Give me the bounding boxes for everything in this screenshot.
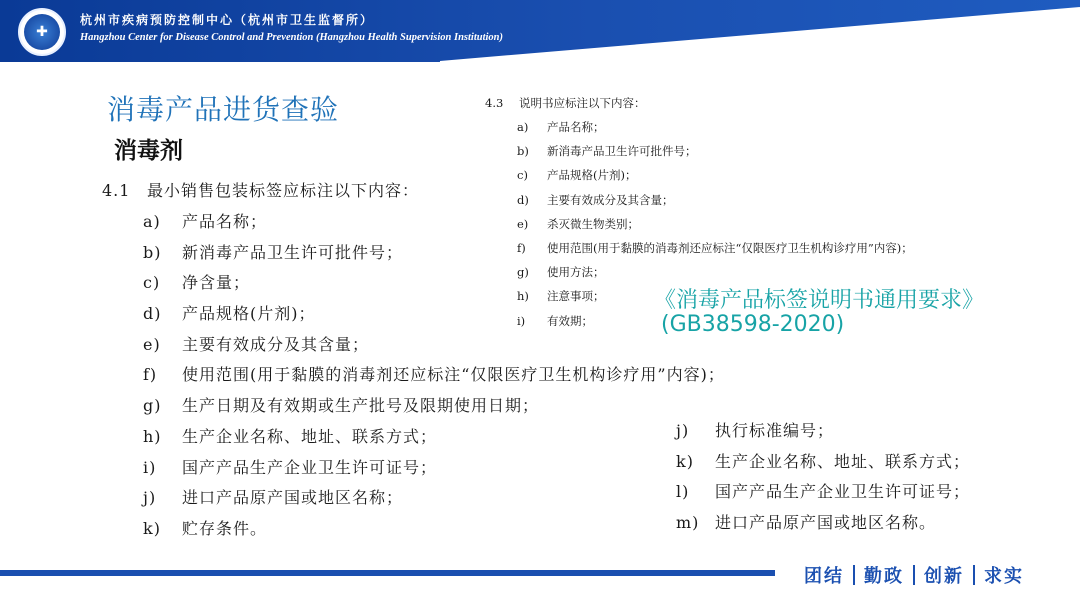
page-subtitle: 消毒剂: [114, 138, 183, 164]
list-item: [143, 391, 725, 422]
item-text: 生产企业名称、地址、联系方式；: [182, 426, 438, 446]
list-item: [517, 115, 913, 139]
item-label: g): [143, 396, 162, 416]
motto-word: 求实: [984, 566, 1024, 587]
item-label: d): [517, 192, 529, 207]
item-label: k): [676, 451, 694, 471]
item-label: c): [143, 273, 161, 293]
item-label: f): [143, 365, 158, 385]
item-label: g): [517, 265, 529, 280]
list-item: [143, 360, 725, 391]
section-4-1-heading: [102, 178, 419, 201]
item-text: 生产企业名称、地址、联系方式；: [715, 451, 971, 471]
item-label: l): [676, 482, 690, 502]
logo-emblem-icon: ✚: [24, 14, 60, 50]
reference-standard-title: 《消毒产品标签说明书通用要求》: [654, 288, 985, 313]
item-text: 产品名称；: [547, 120, 605, 134]
section-4-3-heading: [485, 95, 646, 111]
item-label: j): [143, 488, 157, 508]
list-item: [517, 236, 913, 260]
list-item: [517, 139, 913, 163]
item-text: 进口产品原产国或地区名称；: [182, 488, 404, 508]
item-label: k): [143, 518, 161, 538]
section-heading-text: 说明书应标注以下内容：: [519, 96, 646, 110]
item-text: 主要有效成分及其含量；: [182, 334, 370, 354]
footer-bar: [0, 570, 775, 576]
list-item: [143, 453, 725, 484]
reference-standard-code: (GB38598-2020): [661, 312, 845, 337]
item-label: h): [143, 426, 162, 446]
list-item: [143, 514, 725, 545]
motto-divider: [913, 565, 915, 585]
section-number: 4.3: [485, 96, 504, 110]
item-text: 新消毒产品卫生许可批件号；: [547, 144, 697, 159]
item-text: 国产产品生产企业卫生许可证号；: [182, 457, 438, 477]
motto-word: 勤政: [864, 566, 904, 587]
item-label: h): [517, 289, 529, 304]
list-item: [517, 260, 913, 284]
item-label: a): [143, 212, 161, 231]
item-text: 杀灭微生物类别；: [547, 216, 639, 231]
section-heading-text: 最小销售包装标签应标注以下内容：: [147, 181, 420, 200]
list-item: [143, 422, 725, 453]
item-text: 净含量；: [182, 273, 251, 293]
list-item: [143, 330, 725, 361]
item-label: b): [143, 242, 162, 262]
logo: [18, 8, 66, 56]
item-label: d): [143, 304, 162, 324]
list-item: [676, 416, 970, 447]
item-text: 使用方法；: [547, 265, 605, 280]
item-text: 贮存条件。: [182, 518, 268, 538]
list-item: [517, 212, 913, 236]
item-label: c): [517, 168, 528, 183]
item-label: e): [143, 334, 161, 354]
motto-divider: [853, 565, 855, 585]
section-4-3-continued-list: [676, 416, 970, 539]
item-text: 使用范围(用于黏膜的消毒剂还应标注“仅限医疗卫生机构诊疗用”内容)；: [182, 365, 725, 385]
item-text: 产品规格(片剂)；: [547, 168, 637, 183]
item-label: i): [143, 457, 157, 477]
item-text: 使用范围(用于黏膜的消毒剂还应标注“仅限医疗卫生机构诊疗用”内容)；: [547, 240, 913, 255]
item-text: 产品规格(片剂)；: [182, 304, 316, 324]
list-item: [676, 447, 970, 478]
list-item: [676, 508, 970, 539]
item-label: m): [676, 513, 700, 533]
item-label: j): [676, 421, 690, 440]
item-text: 生产日期及有效期或生产批号及限期使用日期；: [182, 396, 540, 416]
item-label: a): [517, 120, 529, 134]
item-text: 有效期；: [547, 313, 593, 328]
item-text: 新消毒产品卫生许可批件号；: [182, 242, 404, 262]
footer-motto: [804, 562, 1024, 588]
item-text: 进口产品原产国或地区名称。: [715, 513, 937, 533]
item-text: 产品名称；: [182, 212, 268, 231]
item-text: 注意事项；: [547, 289, 605, 304]
motto-word: 创新: [924, 566, 964, 587]
list-item: [676, 477, 970, 508]
item-text: 执行标准编号；: [715, 421, 835, 440]
list-item: [517, 163, 913, 187]
organization-name-en: Hangzhou Center for Disease Control and Prevention (Hangzhou Health Supervision Institution): [80, 32, 504, 43]
motto-divider: [973, 565, 975, 585]
motto-word: 团结: [804, 566, 844, 587]
item-label: e): [517, 216, 529, 231]
item-text: 国产产品生产企业卫生许可证号；: [715, 482, 971, 502]
list-item: [517, 188, 913, 212]
organization-name-cn: 杭州市疾病预防控制中心（杭州市卫生监督所）: [80, 13, 375, 27]
item-text: 主要有效成分及其含量；: [547, 192, 674, 207]
item-label: f): [517, 240, 526, 255]
item-label: i): [517, 313, 526, 328]
section-number: 4.1: [102, 181, 131, 200]
page-title: 消毒产品进货查验: [107, 93, 340, 126]
item-label: b): [517, 144, 529, 159]
list-item: [143, 483, 725, 514]
